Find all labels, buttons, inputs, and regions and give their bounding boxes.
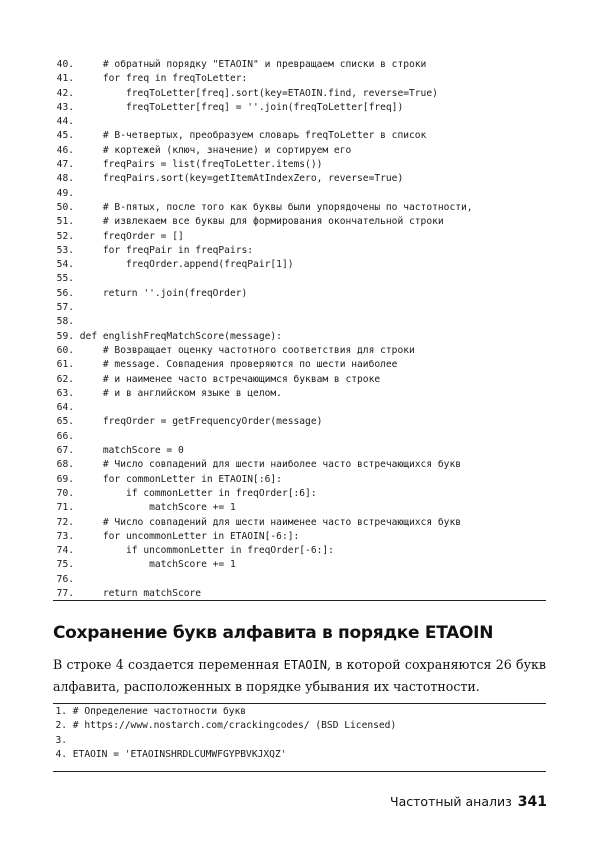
code-line	[53, 244, 546, 258]
code-text: # Число совпадений для шести наименее часто встречающихся букв	[79, 516, 461, 528]
code-line	[53, 187, 546, 201]
code-text: freqToLetter[freq].sort(key=ETAOIN.find, reverse=True)	[79, 87, 438, 99]
code-text: freqOrder = getFrequencyOrder(message)	[79, 416, 323, 428]
line-number: 4.	[55, 748, 67, 760]
code-text: # обратный порядку "ETAOIN" и превращаем списки в строки	[79, 59, 427, 70]
code-line	[53, 473, 546, 487]
line-number: 70.	[56, 487, 74, 499]
code-line	[53, 734, 546, 748]
code-line	[53, 705, 546, 719]
code-text: if commonLetter in freqOrder[:6]:	[79, 487, 317, 499]
line-number: 50.	[56, 201, 74, 213]
code-line	[53, 719, 546, 733]
line-number: 58.	[56, 316, 74, 328]
line-number: 66.	[56, 430, 74, 442]
code-text: for commonLetter in ETAOIN[:6]:	[79, 473, 282, 485]
line-number: 73.	[56, 530, 74, 542]
code-line	[53, 430, 546, 444]
code-text: freqOrder = []	[79, 230, 184, 242]
line-number: 76.	[56, 573, 74, 585]
code-line	[53, 458, 546, 472]
code-text: freqPairs.sort(key=getItemAtIndexZero, reverse=True)	[79, 173, 404, 185]
code-line	[53, 315, 546, 329]
line-number: 3.	[55, 734, 67, 746]
code-text: # и наименее часто встречающимся буквам в строке	[79, 373, 381, 385]
line-number: 69.	[56, 473, 74, 485]
line-number: 1.	[55, 706, 67, 717]
code-line	[53, 201, 546, 215]
line-number: 52.	[56, 230, 74, 242]
line-number: 74.	[56, 545, 74, 557]
page-footer	[390, 794, 547, 810]
code-text: return ''.join(freqOrder)	[79, 287, 248, 299]
line-number: 77.	[56, 587, 74, 599]
code-text: # В-пятых, после того как буквы были упорядочены по частотности,	[79, 201, 473, 213]
code-listing-top	[53, 58, 546, 601]
code-text: # Определение частотности букв	[72, 706, 247, 717]
code-text: return matchScore	[79, 587, 202, 599]
line-number: 55.	[56, 273, 74, 285]
line-number: 54.	[56, 259, 74, 271]
code-text: ETAOIN = 'ETAOINSHRDLCUMWFGYPBVKJXQZ'	[72, 748, 287, 760]
code-text: def englishFreqMatchScore(message):	[79, 330, 282, 342]
code-line	[53, 344, 546, 358]
code-listing-bottom-top-rule	[53, 703, 546, 704]
code-line	[53, 129, 546, 143]
code-line	[53, 101, 546, 115]
code-text: freqPairs = list(freqToLetter.items())	[79, 159, 323, 171]
code-line	[53, 87, 546, 101]
code-text: # извлекаем все буквы для формирования окончательной строки	[79, 216, 444, 228]
code-line	[53, 115, 546, 129]
line-number: 51.	[56, 216, 74, 228]
code-listing-bottom-rule	[53, 771, 546, 772]
code-line	[53, 501, 546, 515]
line-number: 43.	[56, 101, 74, 113]
code-line	[53, 530, 546, 544]
code-text: freqOrder.append(freqPair[1])	[79, 259, 294, 271]
code-line	[53, 516, 546, 530]
line-number: 49.	[56, 187, 74, 199]
code-line	[53, 144, 546, 158]
code-line	[53, 272, 546, 286]
code-text: # В-четвертых, преобразуем словарь freqToLetter в список	[79, 130, 427, 142]
line-number: 45.	[56, 130, 74, 142]
code-line	[53, 358, 546, 372]
line-number: 57.	[56, 302, 74, 314]
code-text: # https://www.nostarch.com/crackingcodes/ (BSD Licensed)	[72, 720, 397, 732]
line-number: 62.	[56, 373, 74, 385]
line-number: 42.	[56, 87, 74, 99]
line-number: 72.	[56, 516, 74, 528]
paragraph-text-start: В строке 4 создается переменная	[53, 657, 284, 672]
line-number: 64.	[56, 402, 74, 414]
section-paragraph	[53, 654, 546, 697]
code-line	[53, 72, 546, 86]
code-line	[53, 373, 546, 387]
code-text: matchScore += 1	[79, 502, 236, 514]
line-number: 47.	[56, 159, 74, 171]
code-line	[53, 544, 546, 558]
code-text: # Возвращает оценку частотного соответствия для строки	[79, 344, 415, 356]
code-text: # Число совпадений для шести наиболее часто встречающихся букв	[79, 459, 461, 471]
line-number: 56.	[56, 287, 74, 299]
code-text: # message. Совпадения проверяются по шести наиболее	[79, 359, 398, 371]
code-text: for freqPair in freqPairs:	[79, 244, 254, 256]
footer-chapter-title: Частотный анализ	[390, 794, 512, 809]
code-listing-bottom	[53, 705, 546, 762]
code-line	[53, 301, 546, 315]
code-line	[53, 258, 546, 272]
line-number: 60.	[56, 344, 74, 356]
line-number: 71.	[56, 502, 74, 514]
code-line	[53, 58, 546, 72]
line-number: 65.	[56, 416, 74, 428]
page-number: 341	[517, 794, 547, 810]
code-line	[53, 444, 546, 458]
line-number: 63.	[56, 387, 74, 399]
line-number: 59.	[56, 330, 74, 342]
code-line	[53, 287, 546, 301]
line-number: 75.	[56, 559, 74, 571]
code-line	[53, 558, 546, 572]
code-line	[53, 748, 546, 762]
paragraph-text-end: , в которой сохраняются 26 букв алфавита, расположенных в порядке убывания их частотности.	[53, 657, 546, 694]
code-text: # кортежей (ключ, значение) и сортируем его	[79, 144, 352, 156]
code-text: freqToLetter[freq] = ''.join(freqToLetter[freq])	[79, 101, 404, 113]
code-line	[53, 230, 546, 244]
line-number: 68.	[56, 459, 74, 471]
code-text: for freq in freqToLetter:	[79, 73, 248, 85]
code-line	[53, 215, 546, 229]
paragraph-inline-code: ETAOIN	[283, 658, 327, 672]
code-text: matchScore = 0	[79, 445, 184, 457]
line-number: 67.	[56, 445, 74, 457]
code-line	[53, 330, 546, 344]
line-number: 48.	[56, 173, 74, 185]
code-text: for uncommonLetter in ETAOIN[-6:]:	[79, 530, 300, 542]
line-number: 53.	[56, 244, 74, 256]
code-line	[53, 415, 546, 429]
line-number: 41.	[56, 73, 74, 85]
code-line	[53, 401, 546, 415]
line-number: 61.	[56, 359, 74, 371]
code-listing-top-rule	[53, 600, 546, 601]
code-text: # и в английском языке в целом.	[79, 387, 282, 399]
code-line	[53, 387, 546, 401]
code-line	[53, 487, 546, 501]
code-line	[53, 573, 546, 587]
section-heading: Сохранение букв алфавита в порядке ETAOIN	[53, 623, 494, 643]
line-number: 46.	[56, 144, 74, 156]
code-text: matchScore += 1	[79, 559, 236, 571]
code-line	[53, 158, 546, 172]
code-text: if uncommonLetter in freqOrder[-6:]:	[79, 545, 334, 557]
line-number: 40.	[56, 59, 74, 70]
code-line	[53, 172, 546, 186]
line-number: 44.	[56, 116, 74, 128]
line-number: 2.	[55, 720, 67, 732]
